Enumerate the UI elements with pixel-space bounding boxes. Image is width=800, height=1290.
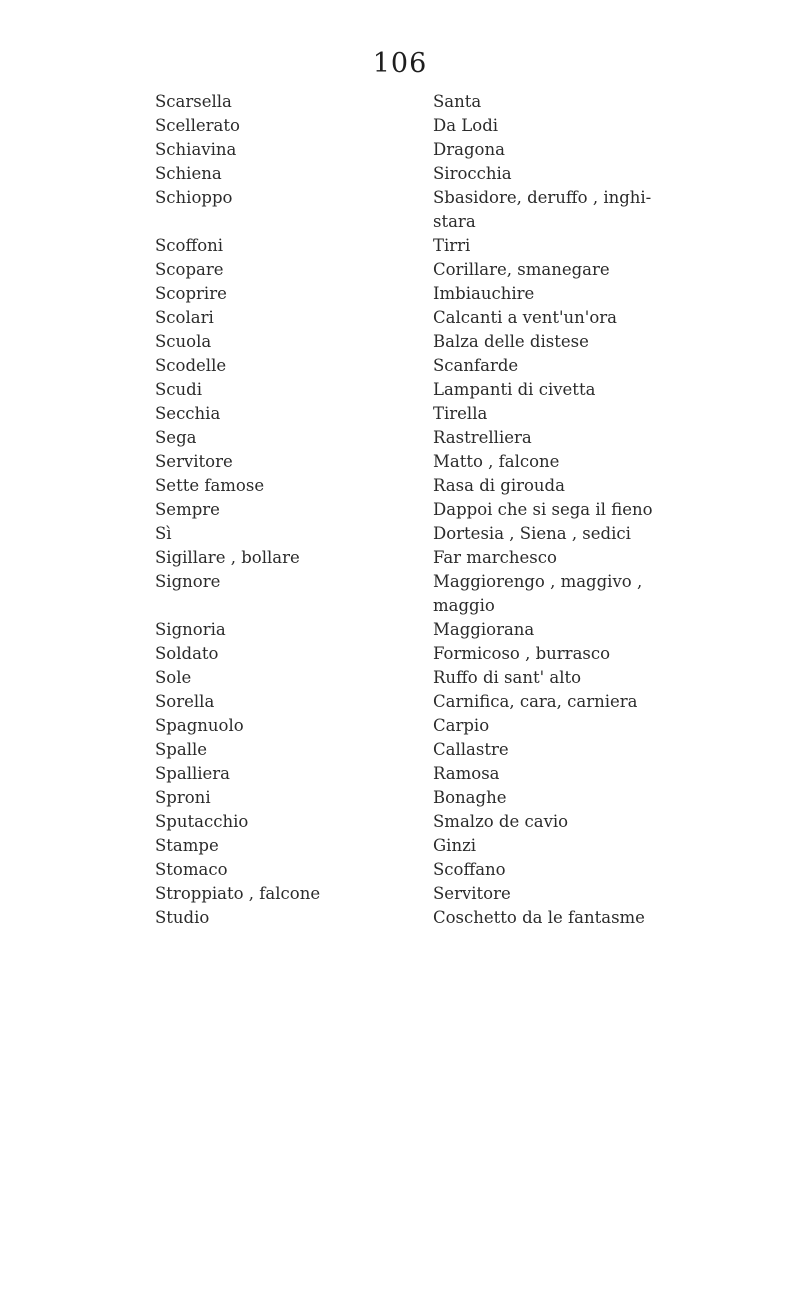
entry-term: Scolari [155,308,214,327]
entry-term: Spalliera [155,764,231,783]
entry-term: Sole [155,668,192,687]
glossary-entry [0,522,800,546]
glossary-entry [0,90,800,114]
entry-term: Sette famose [155,476,265,495]
entry-term: Schiavina [155,140,237,159]
entry-definition: Coschetto da le fantasme [433,908,645,927]
entry-definition: Maggiorengo , maggivo , maggio [433,572,643,615]
entry-term: Signore [155,572,221,591]
entry-definition: Dortesia , Siena , sedici [433,524,631,543]
entry-term: Spagnuolo [155,716,244,735]
glossary-entry [0,906,800,930]
glossary-entry [0,858,800,882]
entry-definition: Corillare, smanegare [433,260,610,279]
glossary-entry [0,642,800,666]
glossary-entry [0,834,800,858]
glossary-entry [0,138,800,162]
glossary-entry [0,378,800,402]
entry-definition: Sbasidore, deruffo , inghi- stara [433,188,652,231]
entry-term: Sproni [155,788,211,807]
entry-definition: Santa [433,92,482,111]
entry-definition: Rasa di girouda [433,476,565,495]
glossary-entry [0,258,800,282]
entry-term: Scudi [155,380,203,399]
entry-term: Stroppiato , falcone [155,884,321,903]
entry-term: Studio [155,908,210,927]
entry-definition: Callastre [433,740,509,759]
entry-definition: Servitore [433,884,511,903]
entry-definition: Far marchesco [433,548,557,567]
glossary-entry [0,498,800,522]
entry-term: Sì [155,524,172,543]
entry-definition: Lampanti di civetta [433,380,596,399]
entry-term: Signoria [155,620,226,639]
glossary-entry [0,402,800,426]
glossary-entry [0,786,800,810]
entry-definition: Carpio [433,716,490,735]
entry-definition: Tirella [433,404,488,423]
entry-term: Sorella [155,692,215,711]
entry-definition: Scoffano [433,860,506,879]
entry-definition: Rastrelliera [433,428,532,447]
entry-definition: Dragona [433,140,505,159]
entry-definition: Scanfarde [433,356,519,375]
entry-definition: Da Lodi [433,116,499,135]
glossary-entry [0,114,800,138]
entry-definition: Sirocchia [433,164,512,183]
entry-term: Scopare [155,260,224,279]
entry-term: Stampe [155,836,219,855]
glossary-entry [0,426,800,450]
entry-term: Scodelle [155,356,227,375]
entry-definition: Ginzi [433,836,477,855]
glossary-entry [0,474,800,498]
entry-definition: Ramosa [433,764,500,783]
entry-definition: Tirri [433,236,471,255]
glossary-entry [0,234,800,258]
entry-term: Sputacchio [155,812,249,831]
entry-term: Stomaco [155,860,228,879]
entry-term: Scarsella [155,92,232,111]
glossary-entry [0,570,800,618]
glossary-entry [0,618,800,642]
entry-definition: Calcanti a vent'un'ora [433,308,618,327]
entry-term: Scoffoni [155,236,224,255]
entry-definition: Dappoi che si sega il fieno [433,500,653,519]
entry-definition: Carnifica, cara, carniera [433,692,638,711]
page-number: 106 [372,48,428,79]
entry-term: Sempre [155,500,220,519]
entry-definition: Ruffo di sant' alto [433,668,582,687]
entry-term: Scoprire [155,284,227,303]
glossary-entry [0,354,800,378]
entry-definition: Balza delle distese [433,332,589,351]
glossary-entry [0,738,800,762]
entry-definition: Formicoso , burrasco [433,644,611,663]
glossary-entry [0,306,800,330]
entry-term: Scellerato [155,116,240,135]
glossary-entry [0,162,800,186]
glossary-entry [0,882,800,906]
glossary-list [0,90,800,930]
entry-term: Servitore [155,452,233,471]
glossary-entry [0,666,800,690]
glossary-entry [0,762,800,786]
entry-definition: Matto , falcone [433,452,560,471]
entry-definition: Smalzo de cavio [433,812,569,831]
entry-term: Schioppo [155,188,233,207]
glossary-entry [0,690,800,714]
glossary-entry [0,450,800,474]
entry-term: Soldato [155,644,219,663]
entry-definition: Maggiorana [433,620,535,639]
entry-term: Sigillare , bollare [155,548,300,567]
entry-definition: Imbiauchire [433,284,535,303]
glossary-entry [0,546,800,570]
entry-term: Sega [155,428,197,447]
glossary-entry [0,810,800,834]
glossary-entry [0,186,800,234]
glossary-entry [0,282,800,306]
glossary-entry [0,330,800,354]
entry-term: Spalle [155,740,208,759]
glossary-entry [0,714,800,738]
entry-term: Schiena [155,164,222,183]
entry-term: Scuola [155,332,212,351]
entry-definition: Bonaghe [433,788,507,807]
entry-term: Secchia [155,404,221,423]
